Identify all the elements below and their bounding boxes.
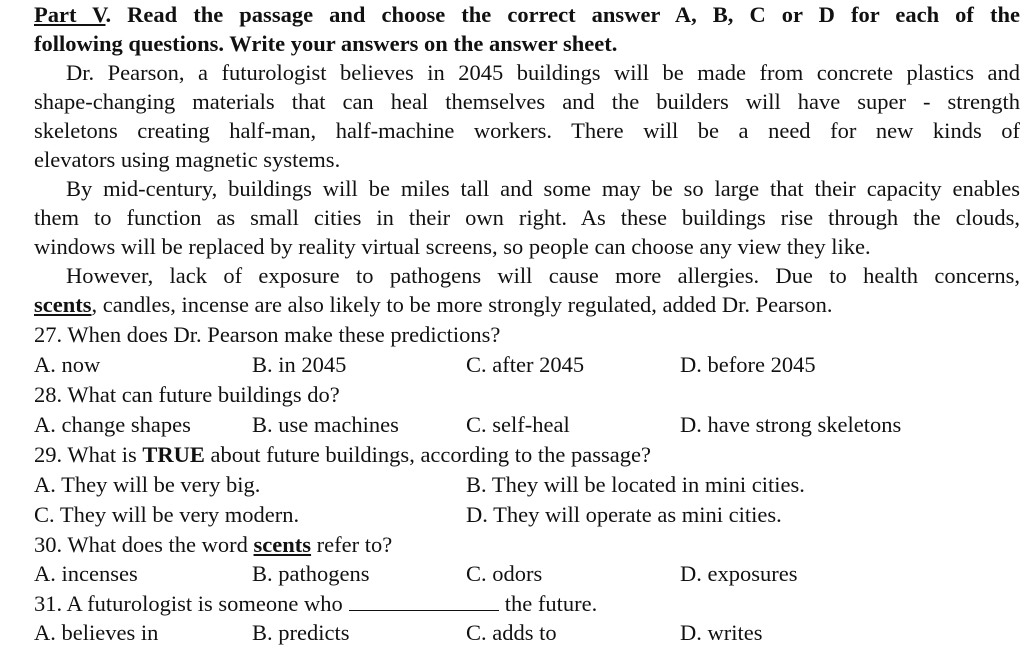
q29-option-c: C. They will be very modern. bbox=[34, 502, 300, 527]
instruction-line-2: following questions. Write your answers on the answer sheet. bbox=[34, 31, 618, 56]
passage-p2-line-2: them to function as small cities in their own right. As these buildings rise through the clouds, bbox=[34, 205, 1020, 230]
q28-option-a: A. change shapes bbox=[34, 412, 191, 437]
passage-p2-line-3: windows will be replaced by reality virtual screens, so people can choose any view they like. bbox=[34, 234, 871, 259]
q31-option-c: C. adds to bbox=[466, 620, 557, 645]
q30-option-c: C. odors bbox=[466, 561, 543, 586]
keyword-scents-q30: scents bbox=[253, 532, 312, 557]
q30-option-d: D. exposures bbox=[680, 561, 798, 586]
q27-option-b: B. in 2045 bbox=[252, 352, 347, 377]
answer-blank bbox=[349, 592, 499, 611]
q31-option-a: A. believes in bbox=[34, 620, 159, 645]
q28-option-d: D. have strong skeletons bbox=[680, 412, 902, 437]
passage-p1-line-4: elevators using magnetic systems. bbox=[34, 147, 341, 172]
q31-option-d: D. writes bbox=[680, 620, 763, 645]
q30-option-a: A. incenses bbox=[34, 561, 138, 586]
q29-option-b: B. They will be located in mini cities. bbox=[466, 472, 805, 497]
q27-option-a: A. now bbox=[34, 352, 101, 377]
q29-option-d: D. They will operate as mini cities. bbox=[466, 502, 782, 527]
passage-p2-line-1: By mid-century, buildings will be miles tall and some may be so large that their capacity enables bbox=[66, 176, 1020, 201]
q31-option-b: B. predicts bbox=[252, 620, 350, 645]
q28-option-b: B. use machines bbox=[252, 412, 399, 437]
instruction-line-1: Part V. Read the passage and choose the correct answer A, B, C or D for each of the bbox=[34, 2, 1020, 27]
q28-option-c: C. self-heal bbox=[466, 412, 570, 437]
passage-p3-line-1: However, lack of exposure to pathogens will cause more allergies. Due to health concerns, bbox=[66, 263, 1020, 288]
question-27-stem: 27. When does Dr. Pearson make these predictions? bbox=[34, 322, 501, 347]
question-30-stem: 30. What does the word scents refer to? bbox=[34, 532, 393, 557]
q30-option-b: B. pathogens bbox=[252, 561, 370, 586]
q27-option-c: C. after 2045 bbox=[466, 352, 585, 377]
emphasis-true: TRUE bbox=[142, 442, 205, 467]
q29-option-a: A. They will be very big. bbox=[34, 472, 261, 497]
passage-p1-line-3: skeletons creating half-man, half-machine workers. There will be a need for new kinds of bbox=[34, 118, 1020, 143]
question-29-stem: 29. What is TRUE about future buildings, according to the passage? bbox=[34, 442, 651, 467]
keyword-scents: scents bbox=[34, 292, 92, 317]
passage-p1-line-2: shape-changing materials that can heal themselves and the builders will have super - strength bbox=[34, 89, 1020, 114]
part-label: Part V bbox=[34, 2, 106, 27]
question-31-stem: 31. A futurologist is someone who the future. bbox=[34, 591, 598, 616]
passage-p1-line-1: Dr. Pearson, a futurologist believes in 2045 buildings will be made from concrete plastics and bbox=[66, 60, 1020, 85]
question-28-stem: 28. What can future buildings do? bbox=[34, 382, 340, 407]
passage-p3-line-2: scents, candles, incense are also likely to be more strongly regulated, added Dr. Pearson. bbox=[34, 292, 833, 317]
q27-option-d: D. before 2045 bbox=[680, 352, 816, 377]
